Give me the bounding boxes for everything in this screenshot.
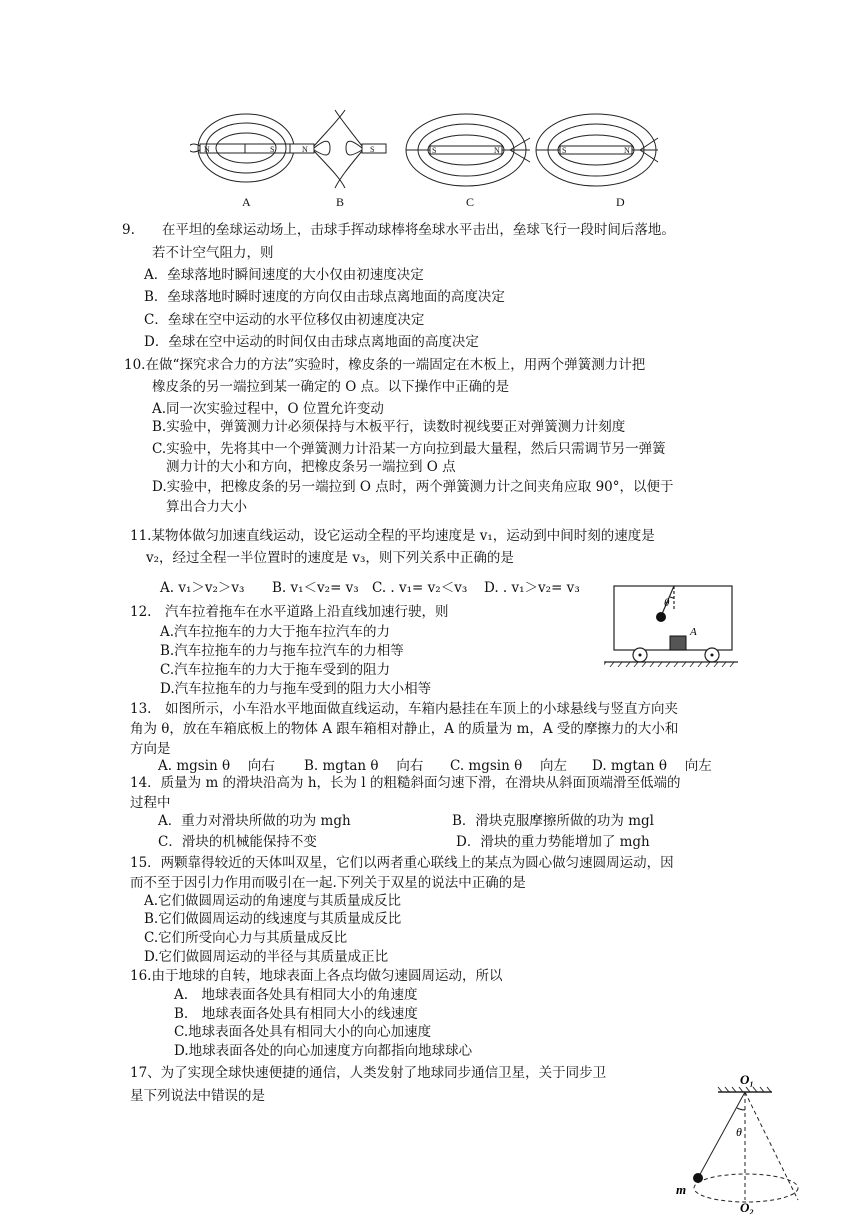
q15-option-b: B.它们做圆周运动的线速度与其质量成反比 xyxy=(144,911,402,927)
svg-text:N: N xyxy=(624,146,630,155)
cone-bottom-label: O₂ xyxy=(740,1200,754,1214)
q14-stem-line2: 过程中 xyxy=(130,795,171,811)
conical-pendulum-figure xyxy=(674,1066,814,1214)
q16-option-a: A. 地球表面各处具有相同大小的角速度 xyxy=(174,987,418,1003)
q11-option-c: C. . v₁= v₂＜v₃ xyxy=(372,580,468,596)
cone-theta-label: θ xyxy=(736,1125,742,1139)
q17-stem-line2: 星下列说法中错误的是 xyxy=(130,1088,265,1104)
svg-text:S: S xyxy=(370,145,375,154)
q15-option-d: D.它们做圆周运动的半径与其质量成正比 xyxy=(144,949,389,965)
figure-label-a: A xyxy=(242,195,251,209)
q14-stem-line1: 14．质量为 m 的滑块沿高为 h，长为 l 的粗糙斜面匀速下滑，在滑块从斜面顶端滑至低端的 xyxy=(130,775,681,791)
q16-option-c: C.地球表面各处具有相同大小的向心加速度 xyxy=(174,1024,432,1040)
q12-option-c: C.汽车拉拖车的力大于拖车受到的阻力 xyxy=(160,662,391,678)
q15-stem-line1: 15．两颗靠得较近的天体叫双星，它们以两者重心联线上的某点为圆心做匀速圆周运动，因 xyxy=(130,855,674,871)
svg-text:S: S xyxy=(270,145,275,154)
magnetic-field-figure xyxy=(190,108,670,210)
svg-text:N: N xyxy=(204,145,210,154)
q9-option-c: C．垒球在空中运动的水平位移仅由初速度决定 xyxy=(144,312,425,328)
q10-stem-line1: 10.在做“探究求合力的方法”实验时，橡皮条的一端固定在木板上，用两个弹簧测力计把 xyxy=(124,357,646,373)
q13-option-c: C. mgsin θ 向左 xyxy=(450,758,568,774)
q16-option-b: B. 地球表面各处具有相同大小的线速度 xyxy=(174,1006,418,1022)
q11-stem-line1: 11.某物体做匀加速直线运动，设它运动全程的平均速度是 v₁，运动到中间时刻的速度是 xyxy=(130,528,655,544)
q11-option-a: A. v₁＞v₂＞v₃ xyxy=(160,580,245,596)
q17-stem-line1: 17、为了实现全球快速便捷的通信，人类发射了地球同步通信卫星，关于同步卫 xyxy=(130,1065,607,1081)
cart-block-label: A xyxy=(690,626,697,638)
q12-option-b: B.汽车拉拖车的力与拖车拉汽车的力相等 xyxy=(160,643,404,659)
field-pattern-c xyxy=(406,114,530,186)
q9-option-b: B．垒球落地时瞬时速度的方向仅由击球点离地面的高度决定 xyxy=(144,289,505,305)
q12-option-a: A.汽车拉拖车的力大于拖车拉汽车的力 xyxy=(160,624,391,640)
svg-text:S: S xyxy=(562,146,567,155)
svg-text:N: N xyxy=(494,146,500,155)
svg-text:S: S xyxy=(432,146,437,155)
q10-option-c: C.实验中，先将其中一个弹簧测力计沿某一方向拉到最大量程，然后只需调节另一弹簧 xyxy=(152,441,666,457)
q16-option-d: D.地球表面各处的向心加速度方向都指向地球球心 xyxy=(174,1043,473,1059)
q13-option-b: B. mgtan θ 向右 xyxy=(304,758,424,774)
q10-option-d: D.实验中，把橡皮条的另一端拉到 O 点时，两个弹簧测力计之间夹角应取 90°，以便于 xyxy=(152,479,674,495)
q13-stem-line2: 角为 θ，放在车箱底板上的物体 A 跟车箱相对静止，A 的质量为 m，A 受的摩擦力的大小和 xyxy=(130,721,679,737)
q13-option-d: D. mgtan θ 向左 xyxy=(592,758,712,774)
q14-option-b: B．滑块克服摩擦所做的功为 mgl xyxy=(452,813,654,829)
q14-option-a: A．重力对滑块所做的功为 mgh xyxy=(158,813,351,829)
q14-option-d: D．滑块的重力势能增加了 mgh xyxy=(456,834,650,850)
cone-mass-label: m xyxy=(676,1182,687,1197)
q16-stem: 16.由于地球的自转，地球表面上各点均做匀速圆周运动，所以 xyxy=(130,968,503,984)
q9-option-a: A．垒球落地时瞬间速度的大小仅由初速度决定 xyxy=(144,267,424,283)
q15-stem-line2: 而不至于因引力作用而吸引在一起.下列关于双星的说法中正确的是 xyxy=(130,875,526,891)
q12-stem: 12. 汽车拉着拖车在水平道路上沿直线加速行驶，则 xyxy=(130,604,449,620)
q12-option-d: D.汽车拉拖车的力与拖车受到的阻力大小相等 xyxy=(160,681,432,697)
figure-label-d: D xyxy=(616,195,625,209)
field-pattern-d xyxy=(536,114,658,186)
q10-option-a: A.同一次实验过程中，O 位置允许变动 xyxy=(152,401,384,417)
q13-option-a: A. mgsin θ 向右 xyxy=(158,758,275,774)
q15-option-a: A.它们做圆周运动的角速度与其质量成反比 xyxy=(144,893,402,909)
figure-label-c: C xyxy=(466,195,475,209)
svg-text:N: N xyxy=(302,145,308,154)
q10-option-c-cont: 测力计的大小和方向，把橡皮条另一端拉到 O 点 xyxy=(166,459,456,475)
q10-option-b: B.实验中，弹簧测力计必须保持与木板平行，读数时视线要正对弹簧测力计刻度 xyxy=(152,419,626,435)
q11-stem-line2: v₂，经过全程一半位置时的速度是 v₃，则下列关系中正确的是 xyxy=(146,550,514,566)
cart-figure xyxy=(604,582,738,668)
q10-stem-line2: 橡皮条的另一端拉到某一确定的 O 点。以下操作中正确的是 xyxy=(152,379,510,395)
q13-stem-line3: 方向是 xyxy=(130,741,171,757)
q11-option-b: B. v₁＜v₂= v₃ xyxy=(272,580,359,596)
q14-option-c: C．滑块的机械能保持不变 xyxy=(158,834,317,850)
figure-label-b: B xyxy=(336,195,345,209)
q9-stem-line1: 9. 在平坦的垒球运动场上，击球手挥动球棒将垒球水平击出，垒球飞行一段时间后落地。 xyxy=(122,222,675,238)
q15-option-c: C.它们所受向心力与其质量成反比 xyxy=(144,930,348,946)
q10-option-d-cont: 算出合力大小 xyxy=(166,499,247,515)
q9-stem-line2: 若不计空气阻力，则 xyxy=(152,245,274,261)
cone-top-label: O₁ xyxy=(740,1072,754,1087)
q11-option-d: D. . v₁＞v₂= v₃ xyxy=(484,580,580,596)
q13-stem-line1: 13. 如图所示，小车沿水平地面做直线运动，车箱内悬挂在车顶上的小球悬线与竖直方向夹 xyxy=(130,701,678,717)
q9-option-d: D．垒球在空中运动的时间仅由击球点离地面的高度决定 xyxy=(144,334,479,350)
cart-theta-label: θ xyxy=(664,597,670,609)
